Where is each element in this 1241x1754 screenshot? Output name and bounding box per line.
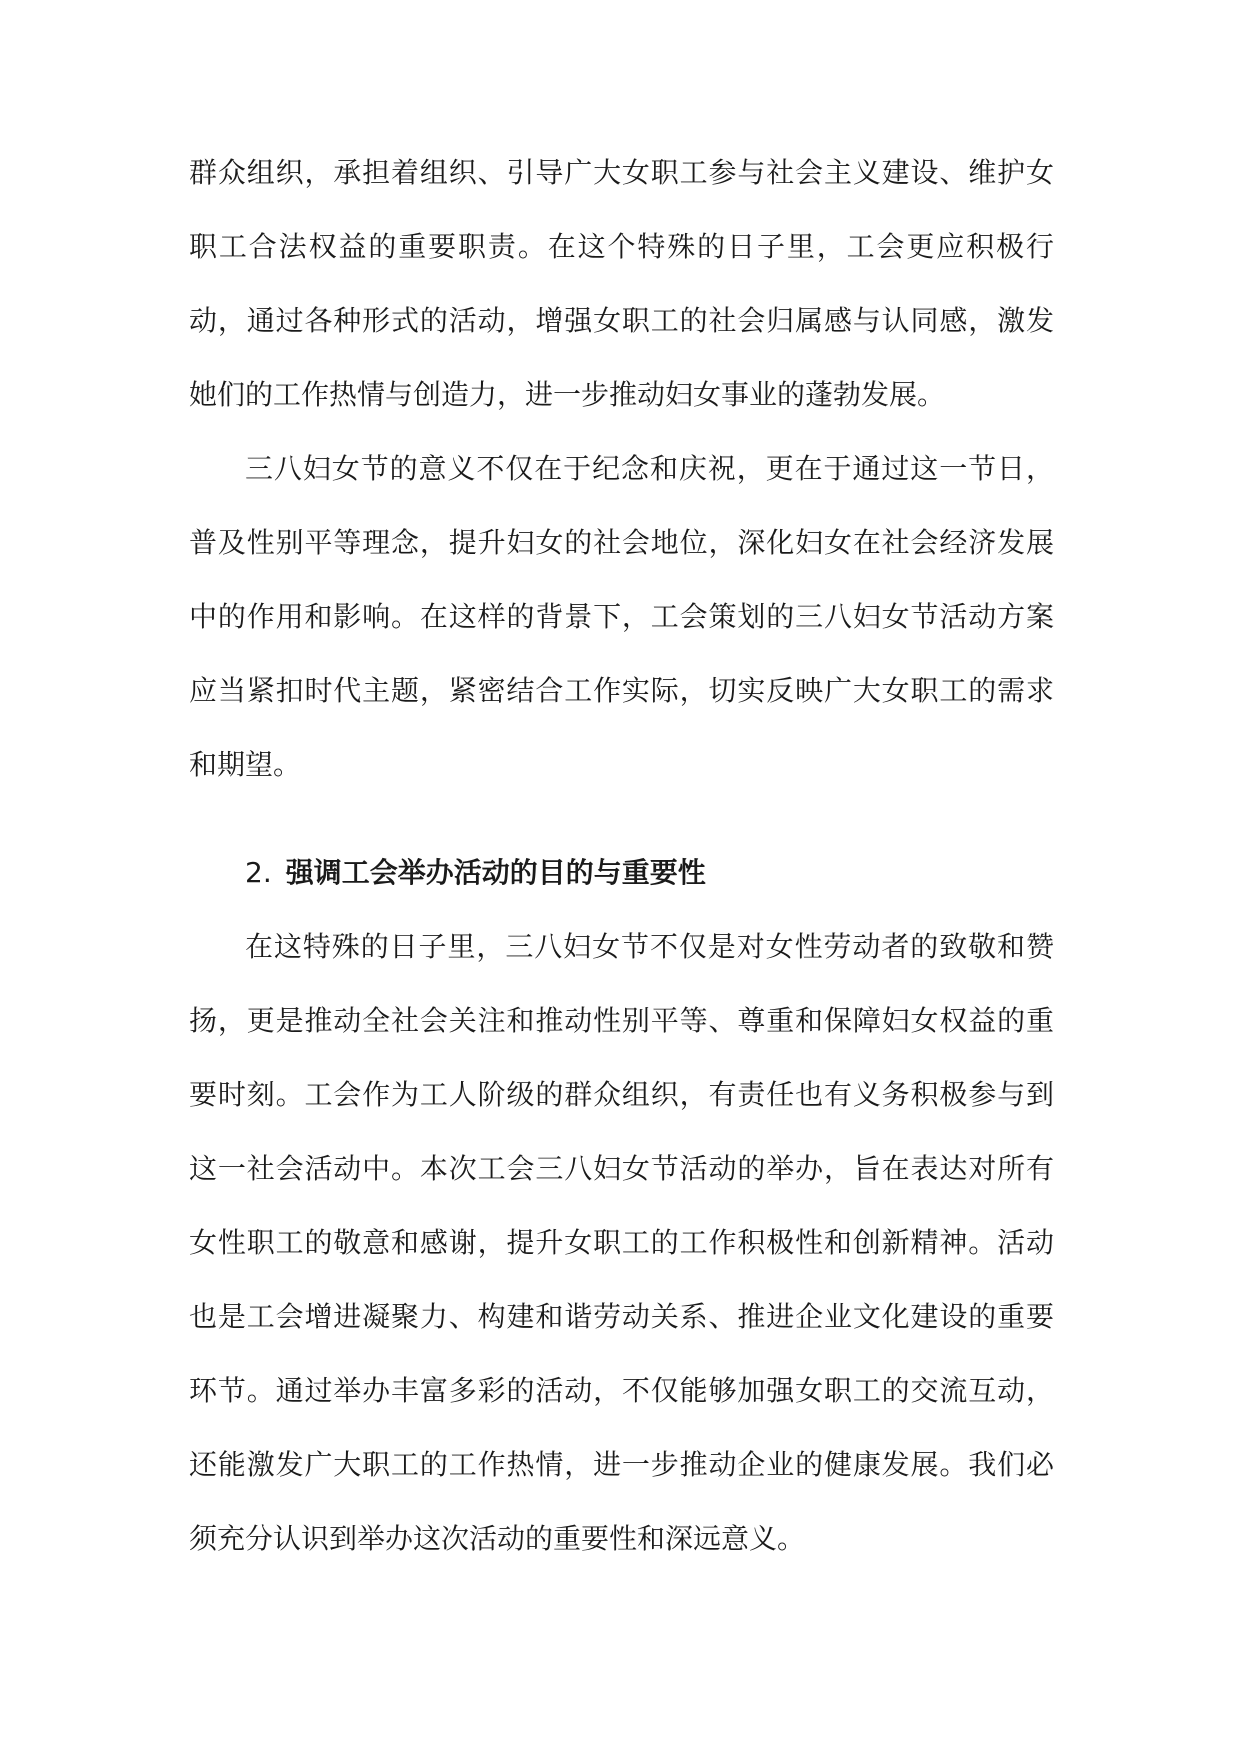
section-title: 强调工会举办活动的目的与重要性 — [285, 856, 706, 889]
paragraph-purpose: 在这特殊的日子里，三八妇女节不仅是对女性劳动者的致敬和赞扬，更是推动全社会关注和推动性别平等、尊重和保障妇女权益的重要时刻。工会作为工人阶级的群众组织，有责任也有义务积极参与到这一社会活动中。本次工会三八妇女节活动的举办，旨在表达对所有女性职工的敬意和感谢，提升女职工的工作积极性和创新精神。活动也是工会增进凝聚力、构建和谐劳动关系、推进企业文化建设的重要环节。通过举办丰富多彩的活动，不仅能够加强女职工的交流互动，还能激发广大职工的工作热情，进一步推动企业的健康发展。我们必须充分认识到举办这次活动的重要性和深远意义。 — [189, 930, 1054, 1555]
paragraph-significance: 三八妇女节的意义不仅在于纪念和庆祝，更在于通过这一节日，普及性别平等理念，提升妇女的社会地位，深化妇女在社会经济发展中的作用和影响。在这样的背景下，工会策划的三八妇女节活动方案应当紧扣时代主题，紧密结合工作实际，切实反映广大女职工的需求和期望。 — [189, 452, 1054, 781]
section-number: 2. — [245, 856, 272, 889]
section-heading — [189, 836, 1054, 910]
document-body — [189, 136, 1054, 1576]
paragraph-continued: 群众组织，承担着组织、引导广大女职工参与社会主义建设、维护女职工合法权益的重要职责。在这个特殊的日子里，工会更应积极行动，通过各种形式的活动，增强女职工的社会归属感与认同感，激发她们的工作热情与创造力，进一步推动妇女事业的蓬勃发展。 — [189, 156, 1054, 411]
